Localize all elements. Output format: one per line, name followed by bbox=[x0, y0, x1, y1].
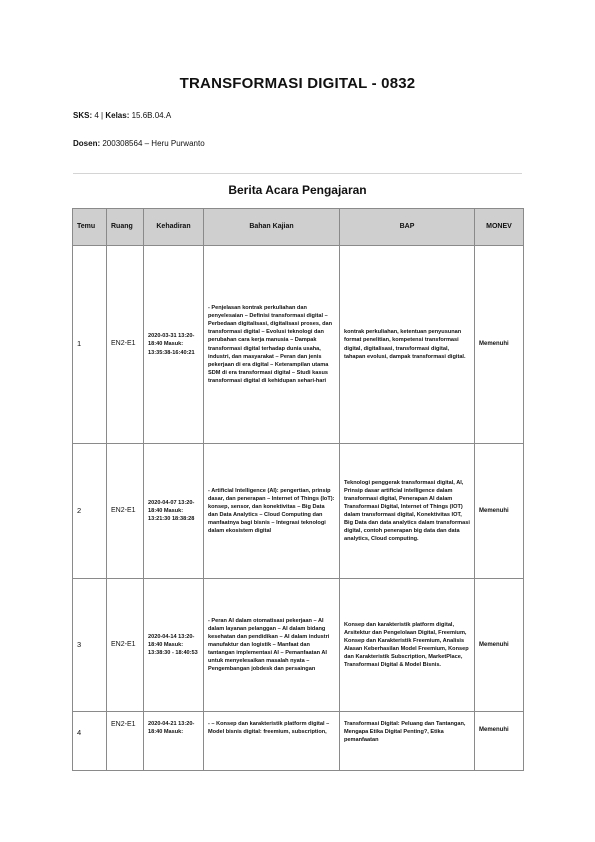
cell-temu: 3 bbox=[73, 579, 107, 712]
section-title: Berita Acara Pengajaran bbox=[228, 183, 367, 197]
sks-value: 4 | bbox=[94, 111, 104, 120]
cell-kehadiran: 2020-03-31 13:20-18:40 Masuk: 13:35:38-16:40:21 bbox=[144, 246, 204, 444]
course-meta-dosen bbox=[73, 139, 205, 148]
cell-bahan-kajian: - – Konsep dan karakteristik platform digital – Model bisnis digital: freemium, subscription, bbox=[204, 712, 340, 771]
cell-temu: 4 bbox=[73, 712, 107, 771]
dosen-value: 200308564 – Heru Purwanto bbox=[102, 139, 205, 148]
cell-kehadiran: 2020-04-07 13:20-18:40 Masuk: 13:21:30 18:38:28 bbox=[144, 444, 204, 579]
cell-bap: Konsep dan karakteristik platform digital, Arsitektur dan Pengelolaan Digital, Freemium, Konsep dan Karakteristik Freemium, Analisis Alasan Keberhasilan Model Freemium, Konsep dan Karakteristik Subscription, MarketPlace, Transformasi Digital & Model Bisnis. bbox=[340, 579, 475, 712]
table-row bbox=[73, 712, 524, 771]
course-title: TRANSFORMASI DIGITAL - 0832 bbox=[179, 75, 416, 92]
course-meta-sks bbox=[73, 111, 171, 120]
divider bbox=[73, 173, 522, 174]
cell-bap: kontrak perkuliahan, ketentuan penyusunan format penelitian, kompetensi transformasi digital, digitalisasi, transformasi digital, tahapan evolusi, dampak transformasi digital. bbox=[340, 246, 475, 444]
cell-temu: 1 bbox=[73, 246, 107, 444]
header-bap: BAP bbox=[340, 209, 475, 246]
cell-kehadiran: 2020-04-21 13:20-18:40 Masuk: bbox=[144, 712, 204, 771]
cell-bap: Teknologi penggerak transformasi digital, AI, Prinsip dasar artificial intelligence dalam transformasi digital, Penerapan AI dalam Transformasi Digital, Internet of Things (IOT) dalam transformasi digital, Konektivitas IOT, Big Data dan data analytics dalam transformasi digital, contoh penerapan big data dan data analytics, Cloud computing. bbox=[340, 444, 475, 579]
cell-bahan-kajian: - Peran AI dalam otomatisasi pekerjaan – AI dalam layanan pelanggan – AI dalam bidang kesehatan dan pendidikan – AI dalam industri manufaktur dan logistik – Manfaat dan tantangan implementasi AI – Pemanfaatan AI untuk menyelesaikan masalah nyata – Pengembangan jobdesk dan persaingan bbox=[204, 579, 340, 712]
cell-monev: Memenuhi bbox=[475, 712, 524, 771]
header-kehadiran: Kehadiran bbox=[144, 209, 204, 246]
kelas-value: 15.6B.04.A bbox=[131, 111, 172, 120]
table-row bbox=[73, 444, 524, 579]
cell-monev: Memenuhi bbox=[475, 246, 524, 444]
dosen-label: Dosen: bbox=[73, 139, 101, 148]
cell-bahan-kajian: - Artificial Intelligence (AI): pengertian, prinsip dasar, dan penerapan – Internet of Things (IoT): konsep, sensor, dan konektivitas – Big Data dan Data Analytics – Cloud Computing dan manfaatnya bagi bisnis – Integrasi teknologi dalam ekosistem digital bbox=[204, 444, 340, 579]
header-bahan-kajian: Bahan Kajian bbox=[204, 209, 340, 246]
cell-monev: Memenuhi bbox=[475, 579, 524, 712]
sks-label: SKS: bbox=[73, 111, 93, 120]
cell-ruang: EN2-E1 bbox=[107, 444, 144, 579]
table-row bbox=[73, 579, 524, 712]
kelas-label: Kelas: bbox=[105, 111, 130, 120]
cell-ruang: EN2-E1 bbox=[107, 246, 144, 444]
cell-bap: Transformasi Digital: Peluang dan Tantangan, Mengapa Etika Digital Penting?, Etika pemanfaatan bbox=[340, 712, 475, 771]
cell-monev: Memenuhi bbox=[475, 444, 524, 579]
teaching-record-table bbox=[72, 208, 524, 771]
cell-ruang: EN2-E1 bbox=[107, 579, 144, 712]
cell-bahan-kajian: - Penjelasan kontrak perkuliahan dan penyelesaian – Definisi transformasi digital – Perbedaan digitalisasi, digitalisasi proses, dan transformasi digital – Evolusi teknologi dan perubahan cara kerja manusia – Dampak transformasi digital terhadap dunia usaha, industri, dan masyarakat – Peran dan jenis pekerjaan di era digital – Keterampilan utama SDM di era transformasi digital – Studi kasus transformasi digital di kehidupan sehari-hari bbox=[204, 246, 340, 444]
table-header-row bbox=[73, 209, 524, 246]
header-temu: Temu bbox=[73, 209, 107, 246]
header-monev: MONEV bbox=[475, 209, 524, 246]
header-ruang: Ruang bbox=[107, 209, 144, 246]
cell-kehadiran: 2020-04-14 13:20-18:40 Masuk: 13:38:30 - 18:40:53 bbox=[144, 579, 204, 712]
cell-ruang: EN2-E1 bbox=[107, 712, 144, 771]
table-row bbox=[73, 246, 524, 444]
cell-temu: 2 bbox=[73, 444, 107, 579]
